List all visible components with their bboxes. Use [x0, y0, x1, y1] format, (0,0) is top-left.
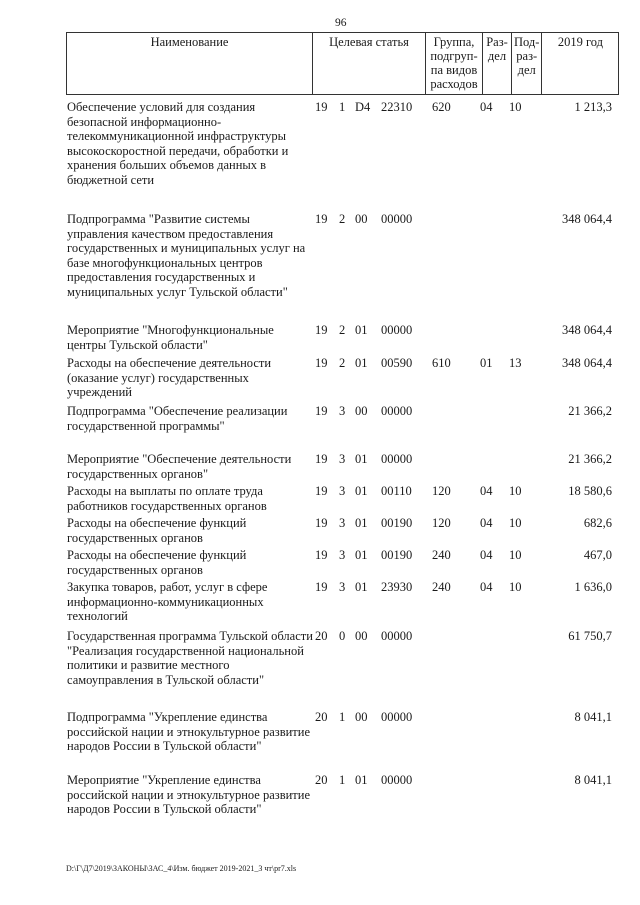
page-number: 96 [335, 17, 347, 29]
table-body: Обеспечение условий для создания безопасной информационно-телекоммуникационной инфраструктуры высокоскоростной передачи, обработки и хранения больших объемов данных в бюджетной сети 19 1 D4 22310 620 04 10 1 213,3 Подпрограмма "Развитие системы управления качеством предоставления государственных и муниципальных услуг на базе многофункциональных центров предоставления государственных и муниципальных услуг Тульской области" 19 2 00 00000 348 064,4 Мероприятие "Многофункциональные центры Тульской области" 19 2 01 00000 348 064,4 Расходы на обеспечение деятельности (оказание услуг) государственных учреждений 19 2 01 00590 610 01 13 348 064,4 Подпрограмма "Обеспечение реализации государственной программы" 19 3 00 00000 21 366,2 Мероприятие "Обеспечение деятельности государственных органов" 19 3 01 00000 21 366,2 Расходы на выплаты по оплате труда работников государственных органов 19 3 01 00110 120 04 10 18 580,6 Расходы на обеспечение функций государственных органов 19 3 01 00190 120 04 10 682,6 Расходы на обеспечение функций государственных органов 19 3 01 00190 240 04 10 467,0 Закупка товаров, работ, услуг в сфере информационно-коммуникационных технологий 19 3 01 23930 240 04 10 1 636,0 Государственная программа Тульской области "Реализация государственной национальной политики и развитие местного самоуправления в Тульской области" 20 0 00 00000 61 750,7 Подпрограмма "Укрепление единства российской нации и этнокультурное развитие народов России в Тульской области" 20 1 00 00000 8 041,1 Мероприятие "Укрепление единства российской нации и этнокультурное развитие народов России в Тульской области" 20 1 01 00000 8 041,1 [67, 100, 612, 817]
header-section: Раз- дел [483, 33, 512, 95]
header-name: Наименование [67, 33, 313, 95]
header-year: 2019 год [542, 33, 619, 95]
file-path-footer: D:\Г\Д7\2019\ЗАКОНЫ\ЗАС_4\Изм. бюджет 2019-2021_3 чт\pr7.xls [66, 864, 297, 873]
header-group: Группа, подгруп- па видов расходов [426, 33, 483, 95]
header-subsection: Под- раз- дел [512, 33, 542, 95]
header-target: Целевая статья [313, 33, 426, 95]
